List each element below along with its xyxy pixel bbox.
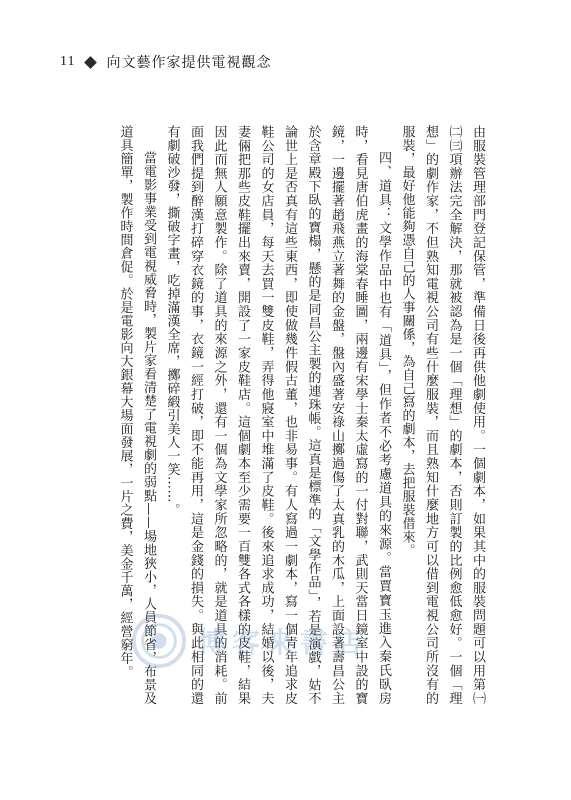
paragraph-costume-continuation: 由服裝管理部門登記保管，準備日後再供他劇使用。一個劇本，如果其中的服裝問題可以用第㈠㈡㈢項辦法完全解決，那就被認為是一個「理想」的劇本，否則訂製的比例愈低愈好。一個「理想」的劇作家，不但熟知電視公司有些什麼服裝，而且熟知什麼地方可以借到電視公司所沒有的服裝，最好他能夠憑自己的人事關係，為自己寫的劇本，去把服裝借來。 (399, 125, 485, 705)
paragraph-film-vs-tv: 當電影事業受到電視威脅時，製片家看清楚了電視劇的弱點——場地狹小，人員節省，布景及道具簡單，製作時間倉促。於是電影向大銀幕大場面發展，一片之費，美金千萬，經營窮年。 (117, 125, 156, 705)
diamond-bullet-icon (85, 56, 98, 69)
running-title: 向文藝作家提供電視觀念 (106, 55, 272, 71)
paragraph-props: 四、道具：文學作品中也有「道具」，但作者不必考慮道具的來源。當賈寶玉進入秦氏臥房時，看見唐伯虎畫的海棠春睡圖，兩邊有宋學士秦太虛寫的一付對聯，武則天當日鏡室中設的寶鏡，一邊擺著趙飛燕立著舞的金盤，盤內盛著安祿山擲過傷了太真乳的木瓜，上面設著壽昌公主於含章殿下臥的寶榻，懸的是同昌公主製的連珠帳。這真是標準的「文學作品」，若是演戲，姑不論世上是否真有這些東西，即使做幾件假古董，也非易事。有人寫過一劇本，寫一個青年追求皮鞋公司的女店員，每天去買一雙皮鞋，弄得他寢室中堆滿了皮鞋。後來追求成功，結婚以後，夫妻倆把那些皮鞋擺出來賣，開設了一家皮鞋店。這個劇本至少需要一百雙各式各樣的皮鞋，結果因此而無人願意製作。除了道具的來源之外，還有一個為文學家所忽略的，就是道具的消耗。前面我們提到醉漢打碎穿衣鏡的事，衣鏡一經打破，即不能再用，這是金錢的損失。與此相同的還有劇破沙發，撕破字畫，吃掉滿漢全席，擲碎緞引美人一笑……。 (164, 125, 391, 705)
running-header (60, 52, 271, 72)
vertical-body-text (69, 125, 489, 705)
page-number: 11 (60, 54, 76, 69)
watermark-text: 博客來書店 (198, 626, 369, 659)
